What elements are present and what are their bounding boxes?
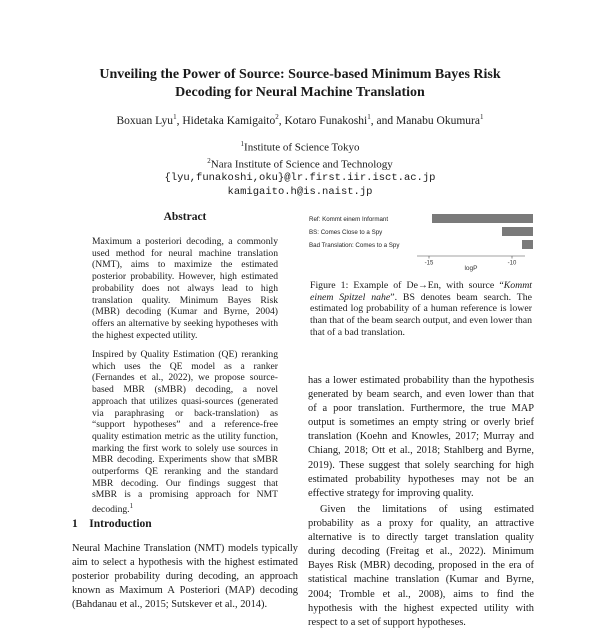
abstract-paragraph-1: Maximum a posteriori decoding, a commonly used method for neural machine translation (NMT), aims to maximize the estimated posterior probability. However, high estimated probability does not always lead to high translation quality. Minimum Bayes Risk (MBR) decoding (Kumar and Byrne, 2004) offers an alternative by seeking hypotheses with the highest expected utility. xyxy=(92,236,278,341)
abstract-paragraph-2 xyxy=(92,349,278,516)
caption-source-sentence: Kommt einem Spitzel nahe xyxy=(310,280,532,303)
author-name: Boxuan Lyu xyxy=(116,114,174,127)
x-tick-label: -10 xyxy=(507,260,517,267)
author-affil-mark: 1 xyxy=(367,113,371,121)
author-affil-mark: 2 xyxy=(275,113,279,121)
chart-bars xyxy=(432,214,533,249)
section-heading-introduction xyxy=(72,518,152,530)
section-number: 1 xyxy=(72,518,78,530)
chart-category-labels xyxy=(309,216,400,249)
x-tick-label: -15 xyxy=(424,260,434,267)
affil-mark: 1 xyxy=(240,140,245,148)
chart-category-label: Ref: Kommt einem Informant xyxy=(309,216,389,223)
author-name: Kotaro Funakoshi xyxy=(284,114,368,127)
author-separator: , and xyxy=(370,114,396,127)
footnote-mark: 1 xyxy=(129,502,134,511)
email-2: kamigaito.h@is.naist.jp xyxy=(227,185,373,198)
chart-bar xyxy=(502,227,533,236)
title-line-1: Unveiling the Power of Source: Source-based Minimum Bayes Risk xyxy=(99,67,501,82)
author-list xyxy=(0,110,600,128)
title-line-2: Decoding for Neural Machine Translation xyxy=(175,85,425,100)
author-affil-mark: 1 xyxy=(173,113,177,121)
chart-bar xyxy=(432,214,533,223)
affiliation-name: Nara Institute of Science and Technology xyxy=(210,158,393,171)
body-paragraph-1: has a lower estimated probability than the hypothesis generated by beam search, and even lower than that of a poor translation. Furthermore, the true MAP output is sometimes an empty string or overly brief translation (Koehn and Knowles, 2017; Murray and Chiang, 2018; Ott et al., 2018; Stahlberg and Byrne, 2019). These suggest that solely searching for high estimated probability hypotheses may not be an effective strategy for improving quality. xyxy=(308,375,534,499)
affiliation-1 xyxy=(0,138,600,155)
affiliations xyxy=(0,138,600,199)
figure-1-caption xyxy=(310,280,532,339)
chart-category-label: BS: Comes Close to a Spy xyxy=(309,229,383,236)
x-axis-label: logP xyxy=(464,265,478,272)
affiliation-2 xyxy=(0,155,600,172)
abstract-heading: Abstract xyxy=(163,211,207,223)
affil-mark: 2 xyxy=(207,157,211,166)
affiliation-name: Institute of Science Tokyo xyxy=(244,141,360,154)
abstract-paragraph-2-text: Inspired by Quality Estimation (QE) reranking which uses the QE model as a ranker (Fernandes et al., 2022), we propose source-based MBR (sMBR) decoding, a novel approach that utilizes quasi-sources (generated via paraphrasing or back-translation) as “support hypotheses” and a reference-free quality estimation metric as the utility function, marking the first work to solely use sources in MBR decoding. Experiments show that sMBR outperforms QE reranking and the standard MBR decoding. Our findings suggest that sMBR is a promising approach for NMT decoding. xyxy=(92,349,278,516)
author-affil-mark: 1 xyxy=(479,113,484,121)
author-name: Manabu Okumura xyxy=(395,114,480,127)
intro-paragraph: Neural Machine Translation (NMT) models typically aim to select a hypothesis with the highest estimated posterior probability during decoding, an approach known as Maximum A Posteriori (MAP) decoding (Bahdanau et al., 2015; Sutskever et al., 2014). xyxy=(72,543,298,611)
chart-bar xyxy=(522,240,533,249)
author-separator: , xyxy=(278,114,285,127)
chart-category-label: Bad Translation: Comes to a Spy xyxy=(309,242,400,249)
email-1: {lyu,funakoshi,oku}@lr.first.iir.isct.ac.jp xyxy=(164,172,436,185)
author-name: Hidetaka Kamigaito xyxy=(182,114,276,127)
caption-prefix: Figure 1: Example of De→En, with source “ xyxy=(310,280,504,291)
caption-rest: ”. BS denotes beam search. The estimated log probability of a human reference is lower than that of the beam search output, and even lower than that of a bad translation. xyxy=(310,291,532,338)
author-separator: , xyxy=(176,114,183,127)
figure-1-chart xyxy=(307,212,533,274)
section-title: Introduction xyxy=(89,518,152,530)
paper-title xyxy=(0,66,600,102)
body-paragraph-2: Given the limitations of using estimated probability as a proxy for quality, an attractive alternative is to directly target translation quality during decoding (Freitag et al., 2022). Minimum Bayes Risk (MBR) decoding, proposed in the era of statistical machine translation (Kumar and Byrne, 2004; Tromble et al., 2008), aims to find the hypothesis with the highest expected utility with respect to a set of support hypotheses. xyxy=(308,504,534,628)
